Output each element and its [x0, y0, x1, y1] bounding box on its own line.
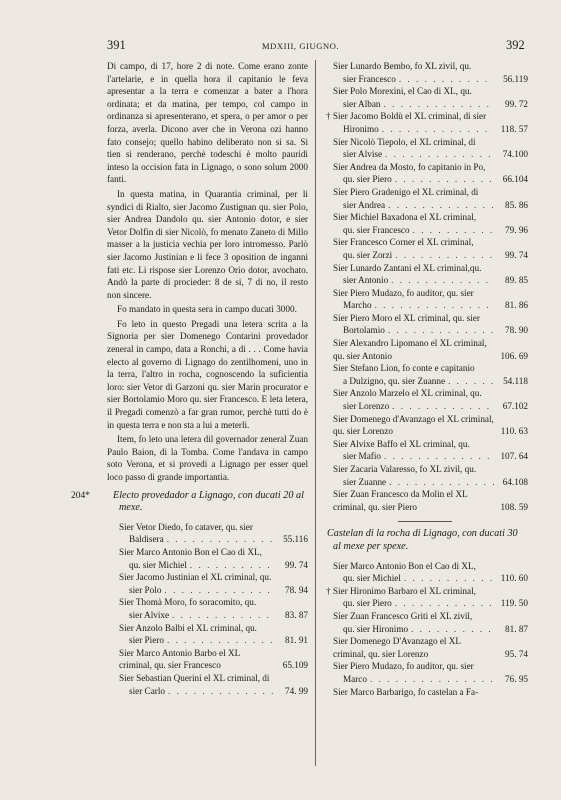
ballot-line: [333, 199, 528, 212]
leader-dots: [165, 685, 274, 698]
vote-count: 99. 74: [285, 559, 308, 570]
leader-dots: [187, 559, 274, 572]
ballot-entry: [321, 161, 528, 186]
candidate-name: Sier Lunardo Bembo, fo XL zivil, qu.: [333, 61, 472, 71]
ballot-line: [333, 476, 528, 489]
ballot-list-provedador: [107, 521, 308, 697]
vote-count: 55.116: [283, 534, 308, 545]
vote-count: 67.102: [502, 401, 528, 412]
ballot-line: [333, 73, 528, 86]
candidate-name: Sier Michiel Baxadona el XL criminal,: [333, 212, 477, 223]
candidate-name: Sier Zacaria Valaresso, fo XL zivil, qu.: [333, 464, 477, 474]
ballot-line: [333, 375, 528, 388]
candidate-name: Sier Domenego d'Avanzago el XL criminal, qu. sier Lorenzo: [333, 413, 494, 437]
candidate-parentage: sier Polo: [129, 584, 162, 595]
section-heading-provedador: [71, 489, 308, 515]
ballot-line: [119, 685, 308, 698]
leader-dots: [392, 597, 494, 610]
candidate-parentage: qu. sier Piero: [343, 598, 392, 609]
ballot-line: [333, 413, 528, 438]
paragraph: Item, fo leto una letera dil governador zeneral Zuan Paulo Baion, di la Tomba. Come l'andava in campo soto Verona, et si provedi a Lignago per esser quel loco passo di grande importantia.: [107, 434, 308, 482]
candidate-parentage: sier Alvixe: [129, 609, 170, 620]
ballot-entry: [321, 362, 528, 387]
ballot-line: [333, 337, 528, 362]
paragraph: Fo leto in questo Pregadi una letera scrita a la Signoria per sier Domenego Contarini provedador zeneral in campo, data a Ronchi, a di . . . Come havia electo al governo di Lignago do zentilhomeni, uno in la terra, l'altro in rocha, cognoscendo la sufìcientia loro: sier Vetor di Garzoni qu. sier Marin procurator e sier Bortolamio Moro qu. sier Francesco. E leta letera, il Pregadi comenzò a far gran rumor, perchè tutti do è in questa terra e non sta a lui a meterli.: [107, 318, 308, 430]
leader-dots: [386, 476, 494, 489]
candidate-parentage: Bortolamio: [343, 325, 385, 336]
vote-count: 78. 90: [505, 325, 528, 336]
vote-count: 107. 64: [500, 451, 528, 462]
candidate-parentage: qu. sier Michiel: [343, 573, 401, 584]
ballot-line: [333, 123, 528, 136]
vote-count: 79. 96: [505, 224, 528, 235]
ballot-entry: [321, 635, 528, 660]
trailing-entry: [321, 686, 528, 699]
leader-dots: [164, 533, 274, 546]
vote-count: 95. 74: [505, 648, 528, 659]
ballot-line: [333, 623, 528, 636]
leader-dots: [385, 199, 494, 212]
ballot-line: [333, 635, 528, 660]
candidate-parentage: sier Andrea: [343, 199, 386, 210]
candidate-parentage: Marcho: [343, 300, 372, 311]
right-page-number: 392: [506, 38, 525, 52]
ballot-entry: [321, 463, 528, 488]
ballot-entry: [321, 387, 528, 412]
leader-dots: [169, 609, 274, 622]
candidate-name: Sier Hironimo Barbaro el XL criminal,: [332, 585, 476, 596]
ballot-entry: [321, 610, 528, 635]
candidate-parentage: sier Lorenzo: [343, 401, 390, 412]
candidate-parentage: sier Mafio: [343, 451, 382, 462]
left-column: [71, 60, 308, 697]
ballot-line: [333, 450, 528, 463]
leader-dots: [389, 400, 494, 413]
leader-dots: [164, 634, 274, 647]
candidate-name: Sier Marco Antonio Bon el Cao di XL,: [119, 546, 262, 557]
candidate-name: Sier Piero Moro el XL criminal, qu. sier: [333, 312, 480, 323]
leader-dots: [410, 224, 494, 237]
ballot-entry: [107, 521, 308, 546]
vote-count: 78. 94: [285, 584, 308, 595]
leader-dots: [392, 173, 494, 186]
section-separator: [398, 521, 452, 522]
candidate-name: Sier Zuan Francesco Griti el XL zivil,: [333, 610, 473, 621]
leader-dots: [381, 98, 494, 111]
section-title: Electo provedador a Lignago, con ducati 20 al mexe.: [113, 489, 304, 514]
ballot-line: [119, 533, 308, 546]
ballot-entry: [107, 571, 308, 596]
ballot-entry: [321, 262, 528, 287]
leader-dots: [408, 623, 494, 636]
ballot-entry: [321, 287, 528, 312]
candidate-name: Sier Anzolo Marzelo el XL criminal, qu.: [333, 388, 482, 399]
ballot-entry: [107, 596, 308, 621]
section-number: 204*: [71, 490, 90, 501]
vote-count: 76. 95: [505, 673, 528, 684]
candidate-parentage: sier Antonio: [343, 275, 389, 286]
ballot-entry: [321, 337, 528, 362]
paragraph: Fo mandato in questa sera in campo ducati 3000.: [117, 304, 297, 315]
ballot-entry: [107, 546, 308, 571]
candidate-name: Sier Alexandro Lipomano el XL criminal, qu. sier Antonio: [333, 338, 487, 361]
vote-count: 81. 86: [505, 300, 528, 311]
vote-count: 56.119: [503, 73, 528, 84]
ballot-entry: [321, 585, 528, 610]
leader-dots: [385, 324, 494, 337]
ballot-line: [333, 224, 528, 237]
candidate-name: Sier Domenego D'Avanzago el XL criminal, qu. sier Lorenzo: [333, 636, 461, 659]
leader-dots: [396, 73, 494, 86]
ballot-line: [333, 173, 528, 186]
candidate-parentage: Marco: [343, 673, 367, 684]
vote-count: 99. 74: [505, 249, 528, 260]
ballot-entry: [321, 60, 528, 85]
leader-dots: [381, 450, 494, 463]
candidate-name: Sier Vetor Diedo, fo cataver, qu. sier: [119, 521, 253, 532]
candidate-name: Sier Zuan Francesco da Molin el XL criminal, qu. sier Piero: [333, 489, 468, 512]
candidate-parentage: sier Alvise: [343, 149, 383, 160]
ballot-line: [333, 572, 528, 585]
ballot-line: [333, 249, 528, 262]
ballot-entry: [321, 211, 528, 236]
ballot-entry: [321, 413, 528, 438]
ballot-line: [333, 673, 528, 686]
vote-count: 106. 69: [500, 350, 528, 361]
elected-dagger-icon: †: [326, 111, 333, 122]
ballot-line: [333, 274, 528, 287]
ballot-entry: [321, 85, 528, 110]
candidate-name: Sier Piero Mudazo, fo auditor, qu. sier: [333, 287, 474, 298]
section-heading-castelan: Castelan di la rocha di Lignago, con ducati 30 al mexe per spexe.: [327, 528, 518, 552]
running-head: MDXIII, GIUGNO.: [262, 41, 340, 51]
candidate-name: Sier Piero Mudazo, fo auditor, qu. sier: [333, 661, 474, 672]
candidate-parentage: qu. sier Francesco: [343, 224, 410, 235]
candidate-name: Sier Nicolò Tiepolo, el XL criminal, di: [333, 136, 476, 147]
candidate-parentage: qu. sier Hironimo: [343, 623, 409, 634]
leader-dots: [382, 148, 494, 161]
candidate-parentage: qu. sier Piero: [343, 174, 392, 185]
leader-dots: [401, 572, 494, 585]
candidate-parentage: sier Francesco: [343, 73, 396, 84]
ballot-entry: [321, 438, 528, 463]
candidate-parentage: qu. sier Michiel: [129, 559, 187, 570]
ballot-entry: [321, 560, 528, 585]
ballot-line: [333, 400, 528, 413]
vote-count: 54.118: [503, 375, 528, 386]
ballot-line: [333, 488, 528, 513]
candidate-name: Sier Marco Antonio Barbo el XL criminal, qu. sier Francesco: [119, 647, 240, 671]
candidate-name: Sier Lunardo Zantani el XL criminal,qu.: [333, 262, 482, 273]
vote-count: 110. 63: [500, 426, 528, 437]
ballot-entry: [321, 660, 528, 685]
ballot-line: [333, 148, 528, 161]
candidate-name: Sier Andrea da Mosto, fo capitanio in Po,: [333, 161, 486, 172]
left-page-number: 391: [107, 38, 126, 52]
ballot-entry: [107, 672, 308, 697]
ballot-entry: [321, 186, 528, 211]
vote-count: 118. 57: [500, 123, 528, 134]
leader-dots: [445, 375, 494, 388]
vote-count: 85. 86: [505, 199, 528, 210]
ballot-list-castelan: [321, 560, 528, 686]
vote-count: 66.104: [502, 174, 528, 185]
vote-count: 81. 87: [505, 623, 528, 634]
paragraph: In questa matina, in Quarantia criminal, per li syndici di Rialto, sier Jacomo Zustignan qu. sier Polo, sier Andrea Dandolo qu. sier Antonio dotor, e sier Vetor Dolfin di sier Nicolò, fo menato Zaneto di Millo masser a la justicia vechia per loro intromesso. Parlò sier Jacomo Justinian e li fece 3 oposition de inganni fati etc. Li rispose sier Lorenzo Orio dotor, avochato. Andò la parte di procieder: 8 de si, 7 di no, il resto non sincere.: [107, 188, 308, 300]
left-paragraphs: [107, 60, 308, 484]
ballot-line: [119, 609, 308, 622]
candidate-parentage: sier Zuanne: [343, 476, 387, 487]
vote-count: 81. 91: [285, 635, 308, 646]
ballot-line: [333, 98, 528, 111]
paragraph: Di campo, di 17, hore 2 di note. Come erano zonte l'artelarie, e in quella hora il capitanio le feva apresentar a la terra e comenzar a bater a l'hora ordinata; et da matina, per tempo, col campo in ordinanza si apresenterano, et spera, o per amor o per forza, averla. Dicono aver che in Verona ozi hanno fato consejo; quello habino deliberato non si sa. Si tien si renderano, perchè todeschi è molto pauridi inteso la occision fata in Lignago, o sono solum 2000 fanti.: [107, 61, 308, 185]
ballot-entry: [321, 110, 528, 135]
ballot-entry: [321, 236, 528, 261]
candidate-name: Sier Polo Morexini, el Cao di XL, qu.: [333, 86, 472, 97]
leader-dots: [161, 584, 274, 597]
candidate-parentage: qu. sier Zorzi: [343, 249, 393, 260]
leader-dots: [367, 673, 494, 686]
candidate-parentage: sier Alban: [343, 98, 381, 109]
candidate-parentage: Baldisera: [129, 534, 164, 545]
candidate-parentage: a Dulzigno, qu. sier Zuanne: [343, 375, 446, 386]
candidate-parentage: Hironimo: [343, 123, 379, 134]
candidate-name: Sier Stefano Lion, fo conte e capitanio: [333, 363, 475, 374]
vote-count: 110. 60: [500, 573, 528, 584]
ballot-line: [119, 559, 308, 572]
ballot-list-continued: [321, 60, 528, 513]
leader-dots: [388, 274, 494, 287]
leader-dots: [379, 123, 494, 136]
elected-dagger-icon: †: [326, 585, 333, 596]
vote-count: 83. 87: [285, 609, 308, 620]
vote-count: 74.100: [502, 149, 528, 160]
ballot-entry: [321, 312, 528, 337]
ballot-entry: [321, 488, 528, 513]
candidate-name: Sier Alvixe Baffo el XL criminal, qu.: [333, 438, 470, 449]
ballot-entry: [107, 647, 308, 672]
vote-count: 89. 85: [505, 275, 528, 286]
candidate-name: Sier Sebastian Querini el XL criminal, di: [119, 672, 270, 683]
leader-dots: [392, 249, 494, 262]
candidate-name: Sier Thomà Moro, fo soracomito, qu.: [119, 597, 257, 608]
ballot-entry: [321, 136, 528, 161]
ballot-entry: [107, 622, 308, 647]
leader-dots: [372, 299, 494, 312]
ballot-line: [333, 324, 528, 337]
vote-count: 119. 50: [500, 598, 528, 609]
candidate-name: Sier Marco Antonio Bon el Cao di XL,: [333, 560, 476, 571]
ballot-line: [119, 647, 308, 672]
ballot-line: [333, 299, 528, 312]
vote-count: 74. 99: [285, 685, 308, 696]
candidate-name: Sier Jacomo Justinian el XL criminal, qu.: [119, 572, 272, 583]
ballot-line: [119, 584, 308, 597]
candidate-parentage: sier Piero: [129, 635, 164, 646]
candidate-parentage: sier Carlo: [129, 685, 165, 696]
vote-count: 108. 59: [500, 501, 528, 512]
vote-count: 99. 72: [505, 98, 528, 109]
vote-count: 64.108: [502, 476, 528, 487]
candidate-name: Sier Jacomo Boldù el XL criminal, di sier: [332, 111, 487, 122]
right-column: [321, 60, 528, 698]
vote-count: 65.109: [282, 660, 308, 671]
candidate-name: Sier Piero Gradenigo el XL criminal, di: [333, 186, 479, 197]
trailing-entry-text: Sier Marco Barbarigo, fo castelan a Fa-: [333, 686, 479, 697]
candidate-name: Sier Anzolo Balbi el XL criminal, qu.: [119, 622, 257, 633]
ballot-line: [333, 597, 528, 610]
column-divider: [315, 60, 316, 766]
ballot-line: [119, 634, 308, 647]
candidate-name: Sier Francesco Corner el XL criminal,: [333, 237, 474, 248]
